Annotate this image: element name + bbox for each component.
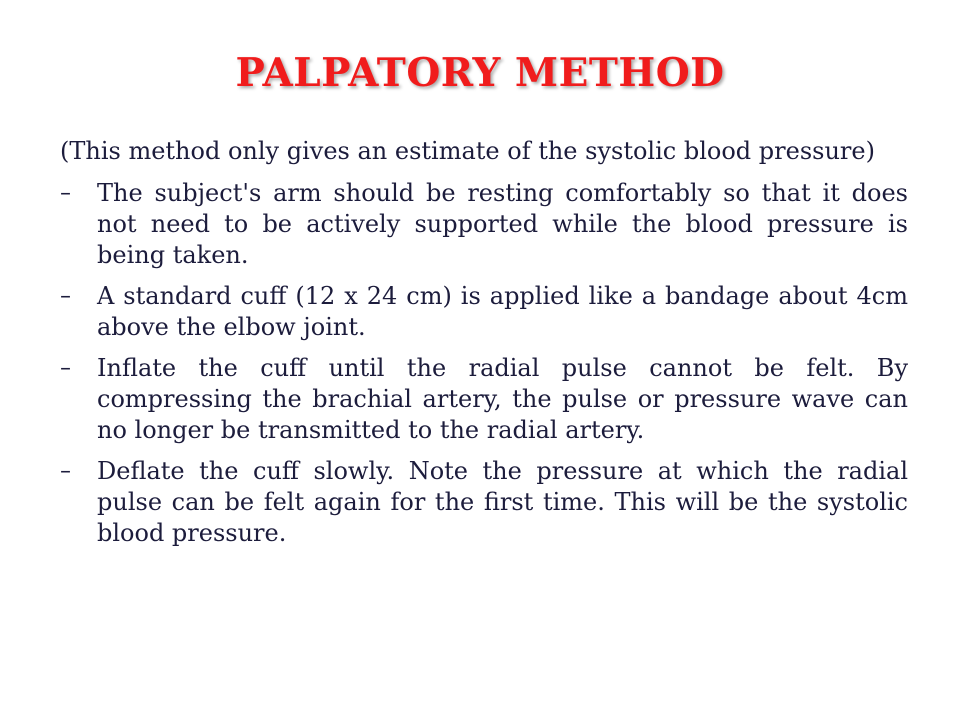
bullet-marker-icon: – bbox=[60, 284, 71, 309]
bullet-marker-icon: – bbox=[60, 181, 71, 206]
slide-title: PALPATORY METHOD bbox=[235, 50, 725, 96]
bullet-text: Inflate the cuff until the radial pulse cannot be felt. By compressing the brachial artery, the pulse or pressure wave can no longer be transmitted to the radial artery. bbox=[97, 354, 908, 444]
bullet-item bbox=[60, 281, 908, 343]
bullet-item bbox=[60, 353, 908, 446]
bullet-list bbox=[60, 178, 908, 549]
bullet-item bbox=[60, 178, 908, 271]
intro-text: (This method only gives an estimate of the systolic blood pressure) bbox=[60, 137, 875, 165]
bullet-text: The subject's arm should be resting comfortably so that it does not need to be actively supported while the blood pressure is being taken. bbox=[97, 179, 908, 269]
bullet-marker-icon: – bbox=[60, 459, 71, 484]
slide-body bbox=[60, 136, 908, 559]
bullet-text: Deflate the cuff slowly. Note the pressure at which the radial pulse can be felt again for the first time. This will be the systolic blood pressure. bbox=[97, 457, 908, 547]
bullet-text: A standard cuff (12 x 24 cm) is applied like a bandage about 4cm above the elbow joint. bbox=[97, 282, 908, 341]
bullet-marker-icon: – bbox=[60, 356, 71, 381]
bullet-item bbox=[60, 456, 908, 549]
